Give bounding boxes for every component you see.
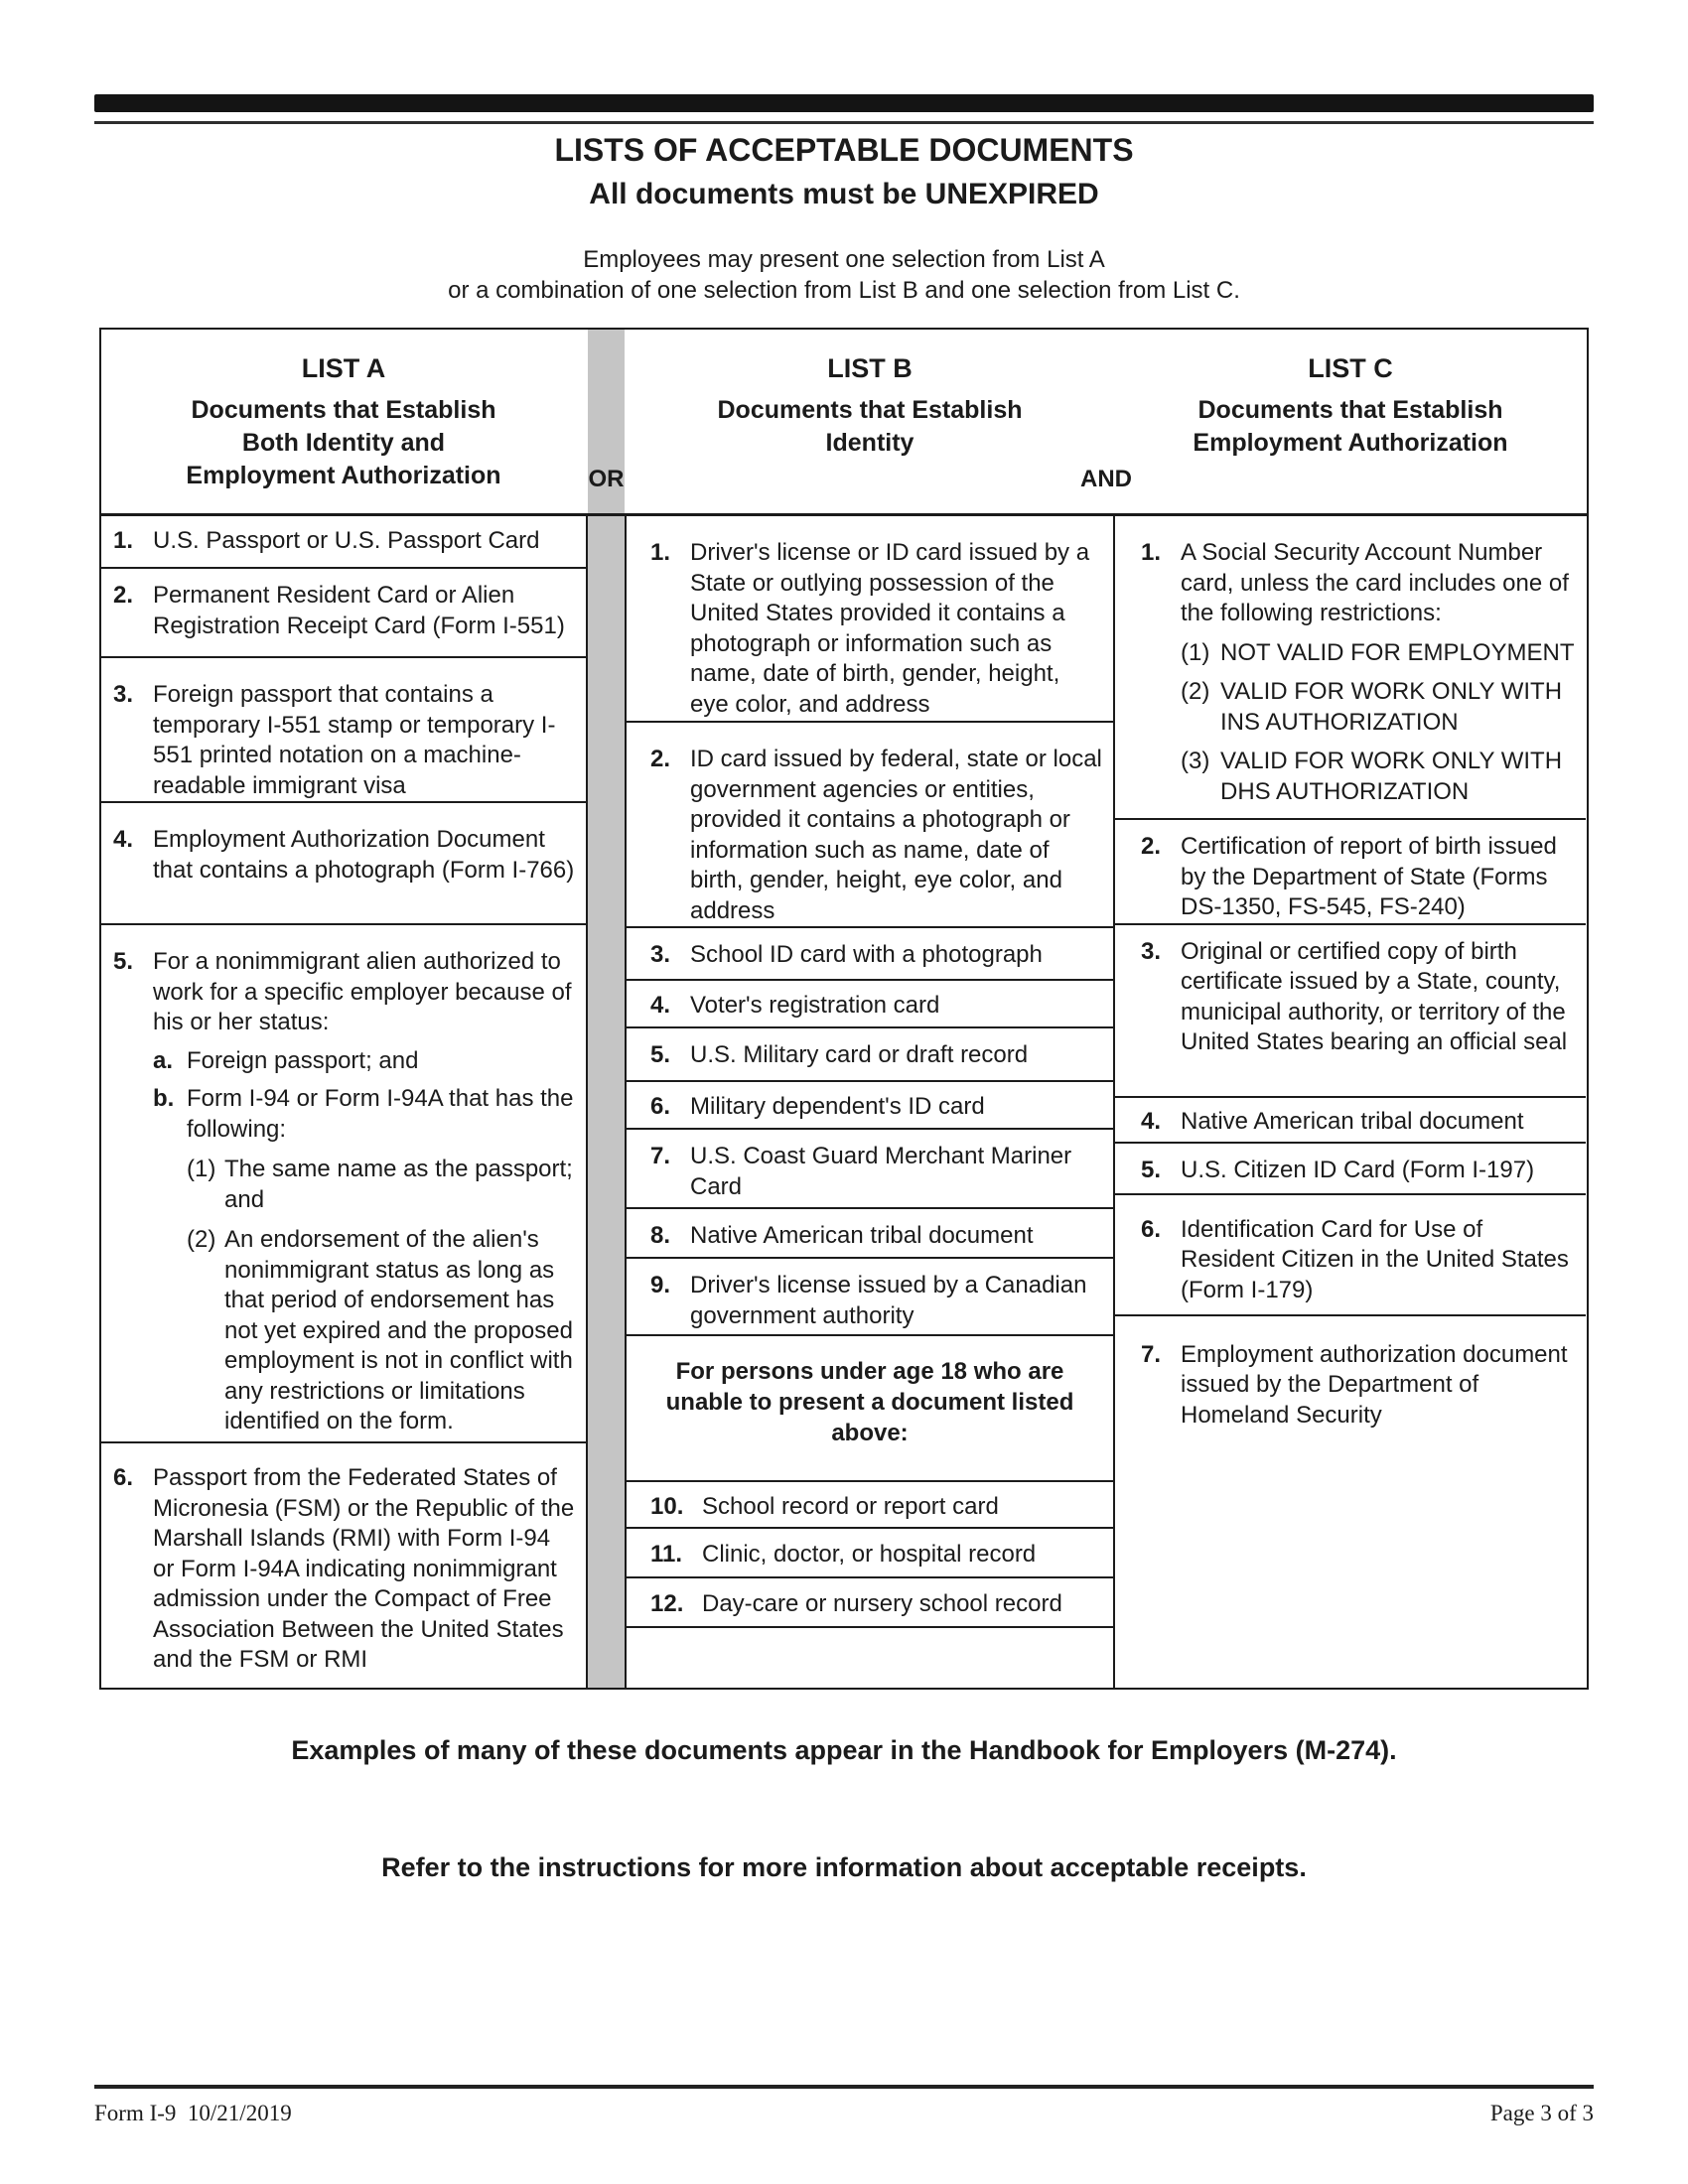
- list-c-item-1-restriction-3: [1181, 747, 1576, 807]
- list-a-subtitle-line: Employment Authorization: [186, 462, 501, 489]
- list-b-item-4: [627, 981, 1113, 1028]
- item-text: [1181, 538, 1586, 818]
- list-a-subtitle: [101, 394, 586, 492]
- sub-item-text: VALID FOR WORK ONLY WITH INS AUTHORIZATION: [1220, 678, 1563, 736]
- sub-sub-item-label: (2): [187, 1226, 216, 1253]
- item-text: Identification Card for Use of Resident Citizen in the United States (Form I-179): [1181, 1215, 1569, 1303]
- list-b-empty-space: [627, 1628, 1113, 1687]
- list-c-item-1-restriction-1: [1181, 638, 1576, 669]
- item-text: Driver's license or ID card issued by a State or outlying possession of the United States provided it contains a photograph or information such as name, date of birth, gender, height, eye color, and address: [690, 539, 1090, 718]
- sub-item-text: VALID FOR WORK ONLY WITH DHS AUTHORIZATION: [1220, 748, 1563, 805]
- item-number: 5.: [1141, 1156, 1162, 1183]
- list-b-item-2: [627, 723, 1113, 928]
- list-b-item-10: [627, 1482, 1113, 1529]
- item-number: 1.: [113, 527, 134, 554]
- intro-line-1: Employees may present one selection from List A: [583, 246, 1105, 273]
- item-text: Military dependent's ID card: [690, 1093, 985, 1120]
- list-b-item-1: [627, 516, 1113, 723]
- top-thick-rule: [94, 94, 1594, 112]
- item-text-main: For a nonimmigrant alien authorized to work for a specific employer because of his or her status:: [153, 948, 572, 1035]
- item-number: 7.: [650, 1143, 671, 1169]
- sub-sub-item-text: The same name as the passport; and: [224, 1156, 573, 1213]
- sub-item-label: (1): [1181, 638, 1210, 666]
- item-number: 6.: [113, 1464, 134, 1491]
- footer-page-number: Page 3 of 3: [1489, 2101, 1594, 2125]
- and-connector-label: AND: [1080, 466, 1132, 492]
- item-text: U.S. Passport or U.S. Passport Card: [153, 527, 540, 554]
- item-number: 3.: [113, 681, 134, 708]
- item-text: School record or report card: [702, 1493, 999, 1520]
- item-text: Voter's registration card: [690, 992, 940, 1019]
- list-b-subtitle: [627, 394, 1113, 460]
- item-number: 2.: [650, 746, 671, 772]
- sub-item-label: (3): [1181, 748, 1210, 774]
- item-number: 6.: [1141, 1215, 1162, 1243]
- list-c-header: [1115, 330, 1586, 513]
- list-c-item-1: [1115, 516, 1586, 820]
- list-c-item-3: [1115, 925, 1586, 1098]
- list-c-subtitle: [1115, 394, 1586, 460]
- page-footer: [94, 2101, 1594, 2126]
- item-number: 4.: [1141, 1107, 1162, 1135]
- list-a-item-4: [101, 803, 586, 925]
- sub-item-text: NOT VALID FOR EMPLOYMENT: [1220, 638, 1575, 666]
- list-c-title: LIST C: [1308, 353, 1393, 383]
- list-a-right-border: [586, 513, 588, 1688]
- item-number: 1.: [650, 539, 671, 566]
- item-number: 3.: [650, 941, 671, 968]
- page-subtitle: All documents must be UNEXPIRED: [589, 178, 1099, 210]
- item-text: Day-care or nursery school record: [702, 1590, 1062, 1617]
- item-text: Certification of report of birth issued by the Department of State (Forms DS-1350, FS-545, FS-240): [1181, 833, 1557, 920]
- footer-rule: [94, 2085, 1594, 2089]
- item-text: Permanent Resident Card or Alien Registration Receipt Card (Form I-551): [153, 582, 565, 639]
- list-a-header: [101, 330, 586, 513]
- item-text: Clinic, doctor, or hospital record: [702, 1541, 1037, 1568]
- list-c-item-5: [1115, 1144, 1586, 1195]
- item-number: 2.: [113, 582, 134, 609]
- receipts-note: Refer to the instructions for more information about acceptable receipts.: [381, 1852, 1307, 1882]
- list-b-subtitle-line: Identity: [825, 429, 914, 457]
- item-text: School ID card with a photograph: [690, 941, 1043, 968]
- list-a-item-5a: [153, 1046, 576, 1077]
- top-thin-rule: [94, 121, 1594, 124]
- list-c-item-7: [1115, 1316, 1586, 1688]
- acceptable-documents-table: [99, 328, 1589, 1690]
- sub-item-label: (2): [1181, 678, 1210, 705]
- item-number: 2.: [1141, 833, 1162, 860]
- item-text: Driver's license issued by a Canadian government authority: [690, 1272, 1087, 1329]
- list-a-item-3: [101, 658, 586, 803]
- intro-paragraph: [0, 244, 1688, 306]
- list-b-item-7: [627, 1130, 1113, 1209]
- item-text: U.S. Coast Guard Merchant Mariner Card: [690, 1143, 1072, 1200]
- item-number: 5.: [650, 1041, 671, 1068]
- item-text: Native American tribal document: [1181, 1107, 1524, 1135]
- item-number: 9.: [650, 1272, 671, 1298]
- form-revision-date: 10/21/2019: [187, 2101, 292, 2125]
- item-number: 12.: [650, 1590, 684, 1617]
- or-connector-label: OR: [588, 466, 625, 492]
- list-b-subtitle-line: Documents that Establish: [717, 396, 1023, 424]
- item-text: Passport from the Federated States of Micronesia (FSM) or the Republic of the Marshall Islands (RMI) with Form I-94 or Form I-94A indicating nonimmigrant admission under the Compact of Free Association Between the United States and the FSM or RMI: [153, 1464, 575, 1673]
- list-b-item-11: [627, 1529, 1113, 1578]
- sub-sub-item-text: An endorsement of the alien's nonimmigrant status as long as that period of endorsement has not yet expired and the proposed employment is not in conflict with any restrictions or limitations identified on the form.: [224, 1226, 573, 1434]
- list-a-item-5b1: [187, 1155, 576, 1215]
- list-c-subtitle-line: Documents that Establish: [1197, 396, 1503, 424]
- footer-form-info: [94, 2101, 292, 2126]
- list-b-title: LIST B: [827, 353, 913, 383]
- item-text: Foreign passport that contains a temporary I-551 stamp or temporary I-551 printed notation on a machine-readable immigrant visa: [153, 681, 556, 799]
- list-c-item-4: [1115, 1098, 1586, 1144]
- list-b-column: [627, 516, 1113, 1687]
- list-a-item-6: [101, 1443, 586, 1687]
- item-number: 11.: [650, 1541, 683, 1568]
- or-divider-strip: [588, 330, 625, 1688]
- item-text: Employment Authorization Document that contains a photograph (Form I-766): [153, 826, 575, 884]
- list-c-subtitle-line: Employment Authorization: [1193, 429, 1508, 457]
- item-number: 4.: [650, 992, 671, 1019]
- list-b-item-8: [627, 1209, 1113, 1259]
- sub-item-label: a.: [153, 1046, 174, 1074]
- sub-sub-item-label: (1): [187, 1156, 216, 1182]
- item-number: 7.: [1141, 1340, 1162, 1368]
- item-number: 1.: [1141, 539, 1162, 566]
- list-c-item-1-restriction-2: [1181, 677, 1576, 738]
- list-b-item-6: [627, 1082, 1113, 1130]
- item-number: 6.: [650, 1093, 671, 1120]
- item-number: 10.: [650, 1493, 684, 1520]
- item-text: Employment authorization document issued by the Department of Homeland Security: [1181, 1340, 1568, 1429]
- item-text: Original or certified copy of birth certificate issued by a State, county, municipal authority, or territory of the United States bearing an official seal: [1181, 937, 1568, 1055]
- list-b-item-9: [627, 1259, 1113, 1336]
- list-c-item-2: [1115, 820, 1586, 925]
- item-text: Native American tribal document: [690, 1222, 1034, 1249]
- list-b-item-12: [627, 1578, 1113, 1628]
- sub-item-body: [187, 1084, 576, 1437]
- list-a-item-2: [101, 569, 586, 658]
- item-number: 3.: [1141, 937, 1162, 965]
- item-text: U.S. Citizen ID Card (Form I-197): [1181, 1156, 1535, 1183]
- list-a-item-5b2: [187, 1225, 576, 1437]
- item-number: 8.: [650, 1222, 671, 1249]
- list-a-subtitle-line: Both Identity and: [241, 429, 446, 457]
- handbook-note: Examples of many of these documents appear in the Handbook for Employers (M-274).: [291, 1735, 1397, 1765]
- item-number: 4.: [113, 826, 134, 853]
- list-a-title: LIST A: [301, 353, 386, 383]
- list-c-item-6: [1115, 1195, 1586, 1316]
- list-b-item-3: [627, 928, 1113, 981]
- list-a-item-5: [101, 925, 586, 1443]
- item-text: [153, 947, 586, 1441]
- list-a-item-5b: [153, 1084, 576, 1437]
- list-b-header: [627, 330, 1113, 513]
- item-text-main: A Social Security Account Number card, unless the card includes one of the following restrictions:: [1181, 539, 1569, 626]
- list-c-column: [1115, 516, 1586, 1687]
- intro-line-2: or a combination of one selection from List B and one selection from List C.: [448, 277, 1240, 304]
- sub-item-text: Form I-94 or Form I-94A that has the following:: [187, 1085, 574, 1143]
- list-a-subtitle-line: Documents that Establish: [191, 396, 496, 424]
- list-b-under-18-heading: For persons under age 18 who are unable to present a document listed above:: [627, 1336, 1113, 1482]
- form-number: Form I-9: [94, 2101, 177, 2125]
- page-title: LISTS OF ACCEPTABLE DOCUMENTS: [554, 132, 1134, 168]
- list-b-item-5: [627, 1028, 1113, 1082]
- item-number: 5.: [113, 948, 134, 975]
- item-text: ID card issued by federal, state or local government agencies or entities, provided it contains a photograph or information such as name, date of birth, gender, height, eye color, and address: [690, 746, 1102, 924]
- sub-item-label: b.: [153, 1085, 175, 1112]
- sub-item-text: Foreign passport; and: [187, 1046, 419, 1074]
- list-a-column: [101, 516, 586, 1687]
- list-a-item-1: [101, 516, 586, 569]
- item-text: U.S. Military card or draft record: [690, 1041, 1029, 1068]
